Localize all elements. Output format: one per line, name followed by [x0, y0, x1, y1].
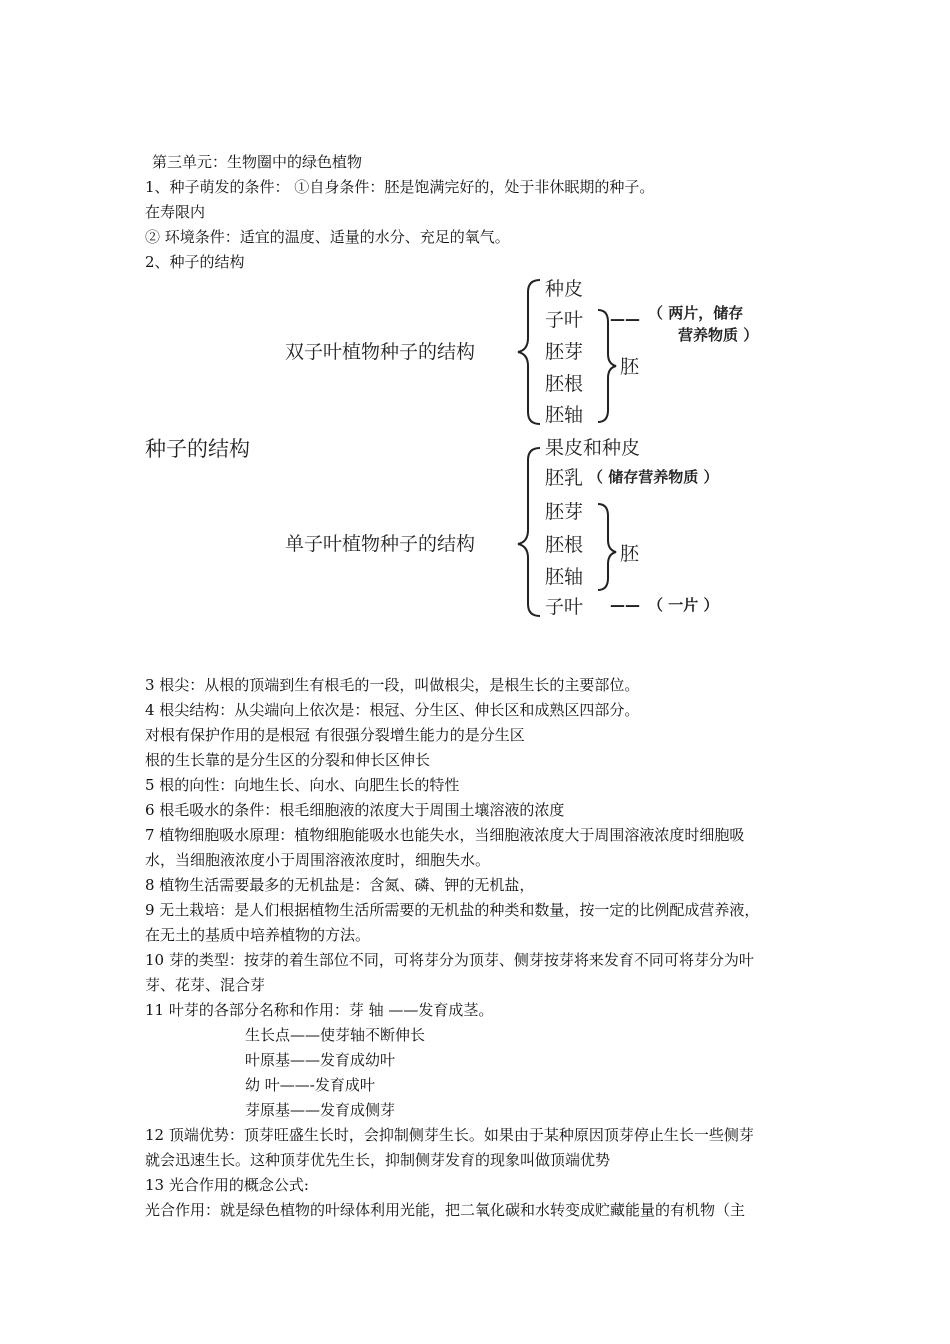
monocot-item-hypocotyl: 胚轴: [545, 566, 584, 588]
body-line: 5 根的向性：向地生长、向水、向肥生长的特性: [145, 776, 460, 794]
body-line: 4 根尖结构：从尖端向上依次是：根冠、分生区、伸长区和成熟区四部分。: [145, 701, 640, 719]
dicot-embryo-label: 胚: [620, 356, 640, 378]
body-line-indented: 叶原基——发育成幼叶: [245, 1051, 396, 1069]
body-line-indented: 幼 叶——-发育成叶: [245, 1076, 375, 1094]
section-1-line-3: ② 环境条件：适宜的温度、适量的水分、充足的氧气。: [145, 228, 510, 246]
body-line: 11 叶芽的各部分名称和作用：芽 轴 ——发育成茎。: [145, 1001, 494, 1019]
section-2-heading: 2、种子的结构: [145, 253, 245, 271]
body-line: 3 根尖：从根的顶端到生有根毛的一段，叫做根尖，是根生长的主要部位。: [145, 676, 640, 694]
monocot-embryo-label: 胚: [620, 543, 640, 565]
body-line: 对根有保护作用的是根冠 有很强分裂增生能力的是分生区: [145, 726, 525, 744]
body-line: 9 无土栽培：是人们根据植物生活所需要的无机盐的种类和数量，按一定的比例配成营养液，: [145, 901, 760, 919]
monocot-item-plumule: 胚芽: [545, 501, 584, 523]
monocot-item-pericarp-seed-coat: 果皮和种皮: [545, 437, 641, 459]
dicot-item-seed-coat: 种皮: [545, 278, 584, 300]
diagram-root-label: 种子的结构: [145, 437, 250, 461]
dicot-item-plumule: 胚芽: [545, 341, 584, 363]
body-line: 光合作用：就是绿色植物的叶绿体利用光能，把二氧化碳和水转变成贮藏能量的有机物（主: [145, 1201, 746, 1219]
dicot-item-cotyledon: 子叶: [545, 309, 584, 331]
monocot-cotyledon-dash: ——: [610, 596, 640, 614]
monocot-title: 单子叶植物种子的结构: [285, 533, 476, 555]
dicot-cotyledon-dash: ——: [610, 310, 640, 328]
monocot-brace: [518, 448, 540, 616]
dicot-title: 双子叶植物种子的结构: [285, 341, 476, 363]
unit-title: 第三单元：生物圈中的绿色植物: [152, 153, 363, 171]
monocot-cotyledon-note: （ 一片 ）: [648, 596, 719, 614]
body-line: 芽、花芽、混合芽: [145, 976, 266, 994]
monocot-item-cotyledon: 子叶: [545, 596, 584, 618]
dicot-item-radicle: 胚根: [545, 373, 584, 395]
body-line: 12 顶端优势：顶芽旺盛生长时，会抑制侧芽生长。如果由于某种原因顶芽停止生长一些侧芽: [145, 1126, 754, 1144]
body-line: 7 植物细胞吸水原理：植物细胞能吸水也能失水，当细胞液浓度大于周围溶液浓度时细胞吸: [145, 826, 745, 844]
body-line: 根的生长靠的是分生区的分裂和伸长区伸长: [145, 751, 431, 769]
dicot-cotyledon-note-1: （ 两片，储存: [648, 304, 744, 322]
body-line: 10 芽的类型：按芽的着生部位不同，可将芽分为顶芽、侧芽按芽将来发育不同可将芽分为叶: [145, 951, 754, 969]
monocot-item-endosperm: 胚乳: [545, 467, 584, 489]
seed-structure-diagram: [140, 272, 780, 642]
body-line: 13 光合作用的概念公式:: [145, 1176, 309, 1194]
body-line: 6 根毛吸水的条件：根毛细胞液的浓度大于周围土壤溶液的浓度: [145, 801, 565, 819]
body-line-indented: 芽原基——发育成侧芽: [245, 1101, 396, 1119]
body-line: 8 植物生活需要最多的无机盐是：含氮、磷、钾的无机盐，: [145, 876, 535, 894]
body-line-indented: 生长点——使芽轴不断伸长: [245, 1026, 426, 1044]
body-line: 在无土的基质中培养植物的方法。: [145, 926, 371, 944]
section-1-line-2: 在寿限内: [145, 203, 206, 221]
body-line: 水，当细胞液浓度小于周围溶液浓度时，细胞失水。: [145, 851, 491, 869]
dicot-item-hypocotyl: 胚轴: [545, 404, 584, 426]
body-line: 就会迅速生长。这种顶芽优先生长，抑制侧芽发育的现象叫做顶端优势: [145, 1151, 611, 1169]
dicot-brace: [518, 280, 540, 424]
section-1-line-1: 1、种子萌发的条件： ①自身条件：胚是饱满完好的，处于非休眠期的种子。: [145, 178, 655, 196]
monocot-item-radicle: 胚根: [545, 534, 584, 556]
monocot-endosperm-note: （ 储存营养物质 ）: [588, 468, 719, 486]
dicot-cotyledon-note-2: 营养物质 ）: [678, 326, 759, 344]
monocot-embryo-brace: [598, 504, 616, 590]
